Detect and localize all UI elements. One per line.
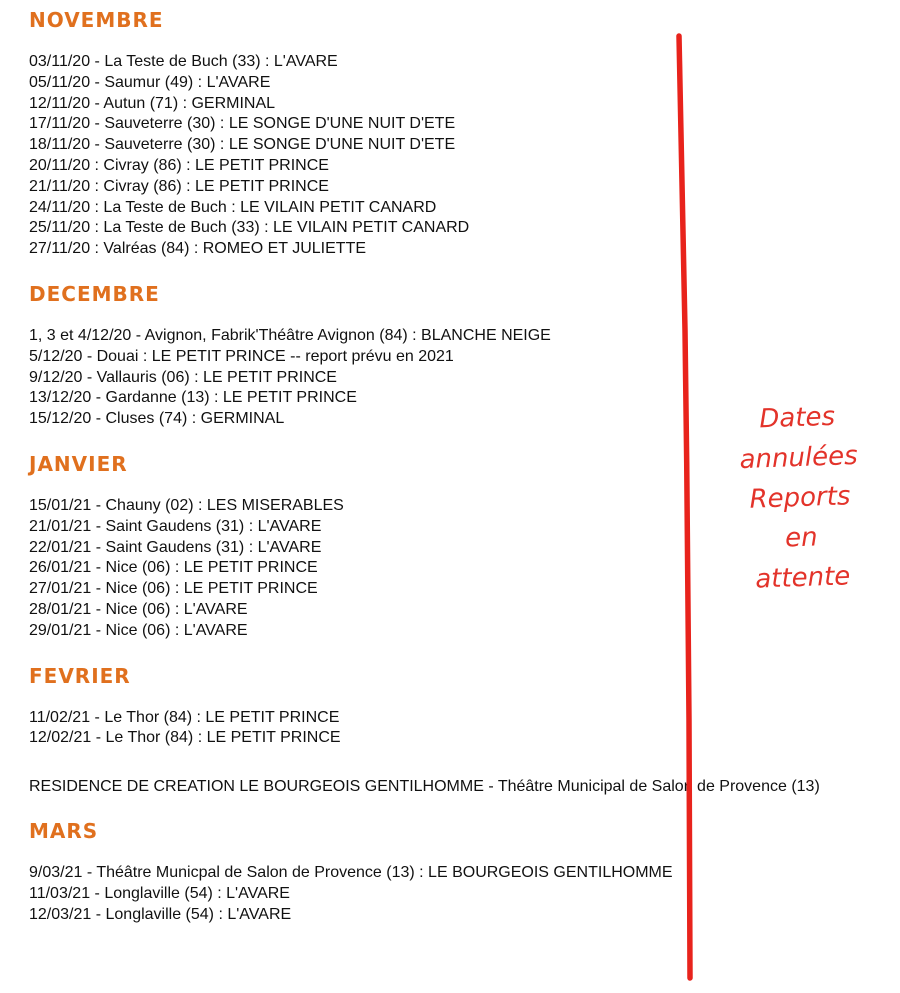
annotation-line: attente [754, 561, 851, 595]
schedule-entry: 13/12/20 - Gardanne (13) : LE PETIT PRINCE [29, 389, 357, 407]
schedule-entry: 22/01/21 - Saint Gaudens (31) : L'AVARE [29, 538, 322, 556]
schedule-entry: 18/11/20 - Sauveterre (30) : LE SONGE D'UNE NUIT D'ETE [29, 136, 456, 154]
schedule-entry: 27/01/21 - Nice (06) : LE PETIT PRINCE [29, 580, 318, 598]
schedule-entry: 9/03/21 - Théâtre Municpal de Salon de Provence (13) : LE BOURGEOIS GENTILHOMME [29, 864, 673, 882]
schedule-entry: 26/01/21 - Nice (06) : LE PETIT PRINCE [29, 559, 318, 577]
handwritten-annotation [702, 395, 899, 602]
schedule-entry: 20/11/20 : Civray (86) : LE PETIT PRINCE [29, 156, 329, 174]
schedule-entry: 12/11/20 - Autun (71) : GERMINAL [29, 94, 276, 112]
month-section-novembre [29, 3, 849, 260]
month-heading: MARS [29, 819, 99, 844]
schedule-entry: 24/11/20 : La Teste de Buch : LE VILAIN PETIT CANARD [29, 198, 437, 216]
month-heading: JANVIER [29, 451, 128, 476]
month-section-fevrier [29, 659, 849, 798]
schedule-entry: 11/03/21 - Longlaville (54) : L'AVARE [29, 884, 290, 902]
schedule-entry: 11/02/21 - Le Thor (84) : LE PETIT PRINCE [29, 708, 340, 726]
entry-list [29, 708, 849, 750]
schedule-entry: 17/11/20 - Sauveterre (30) : LE SONGE D'UNE NUIT D'ETE [29, 115, 456, 133]
schedule-entry: 25/11/20 : La Teste de Buch (33) : LE VILAIN PETIT CANARD [29, 219, 470, 237]
schedule-entry: 28/01/21 - Nice (06) : L'AVARE [29, 600, 248, 618]
entry-list [29, 863, 849, 925]
schedule-entry: 9/12/20 - Vallauris (06) : LE PETIT PRINCE [29, 368, 337, 386]
schedule-entry: 03/11/20 - La Teste de Buch (33) : L'AVARE [29, 53, 338, 70]
month-heading: DECEMBRE [29, 281, 160, 306]
schedule-entry: 27/11/20 : Valréas (84) : ROMEO ET JULIETTE [29, 240, 367, 258]
schedule-entry: 05/11/20 - Saumur (49) : L'AVARE [29, 73, 271, 91]
month-heading: NOVEMBRE [29, 8, 164, 32]
schedule-entry: 15/12/20 - Cluses (74) : GERMINAL [29, 410, 285, 428]
annotation-line: Dates [758, 401, 836, 435]
schedule-entry: 21/11/20 : Civray (86) : LE PETIT PRINCE [29, 177, 329, 195]
schedule-entry: 1, 3 et 4/12/20 - Avignon, Fabrik'Théâtre Avignon (84) : BLANCHE NEIGE [29, 326, 551, 344]
residence-note: RESIDENCE DE CREATION LE BOURGEOIS GENTILHOMME - Théâtre Municipal de Salon de Provence (13) [29, 778, 820, 796]
month-section-mars [29, 814, 849, 925]
entry-list [29, 52, 849, 260]
month-heading: FEVRIER [29, 663, 131, 688]
schedule-entry: 29/01/21 - Nice (06) : L'AVARE [29, 621, 248, 639]
annotation-line: Reports [749, 481, 851, 515]
schedule-entry: 12/03/21 - Longlaville (54) : L'AVARE [29, 905, 292, 923]
schedule-entry: 15/01/21 - Chauny (02) : LES MISERABLES [29, 496, 344, 514]
schedule-entry: 21/01/21 - Saint Gaudens (31) : L'AVARE [29, 517, 322, 535]
annotation-line: annulées [739, 440, 859, 476]
annotation-line: en [784, 522, 819, 554]
schedule-entry: 5/12/20 - Douai : LE PETIT PRINCE -- report prévu en 2021 [29, 347, 454, 365]
schedule-entry: 12/02/21 - Le Thor (84) : LE PETIT PRINCE [29, 729, 341, 747]
